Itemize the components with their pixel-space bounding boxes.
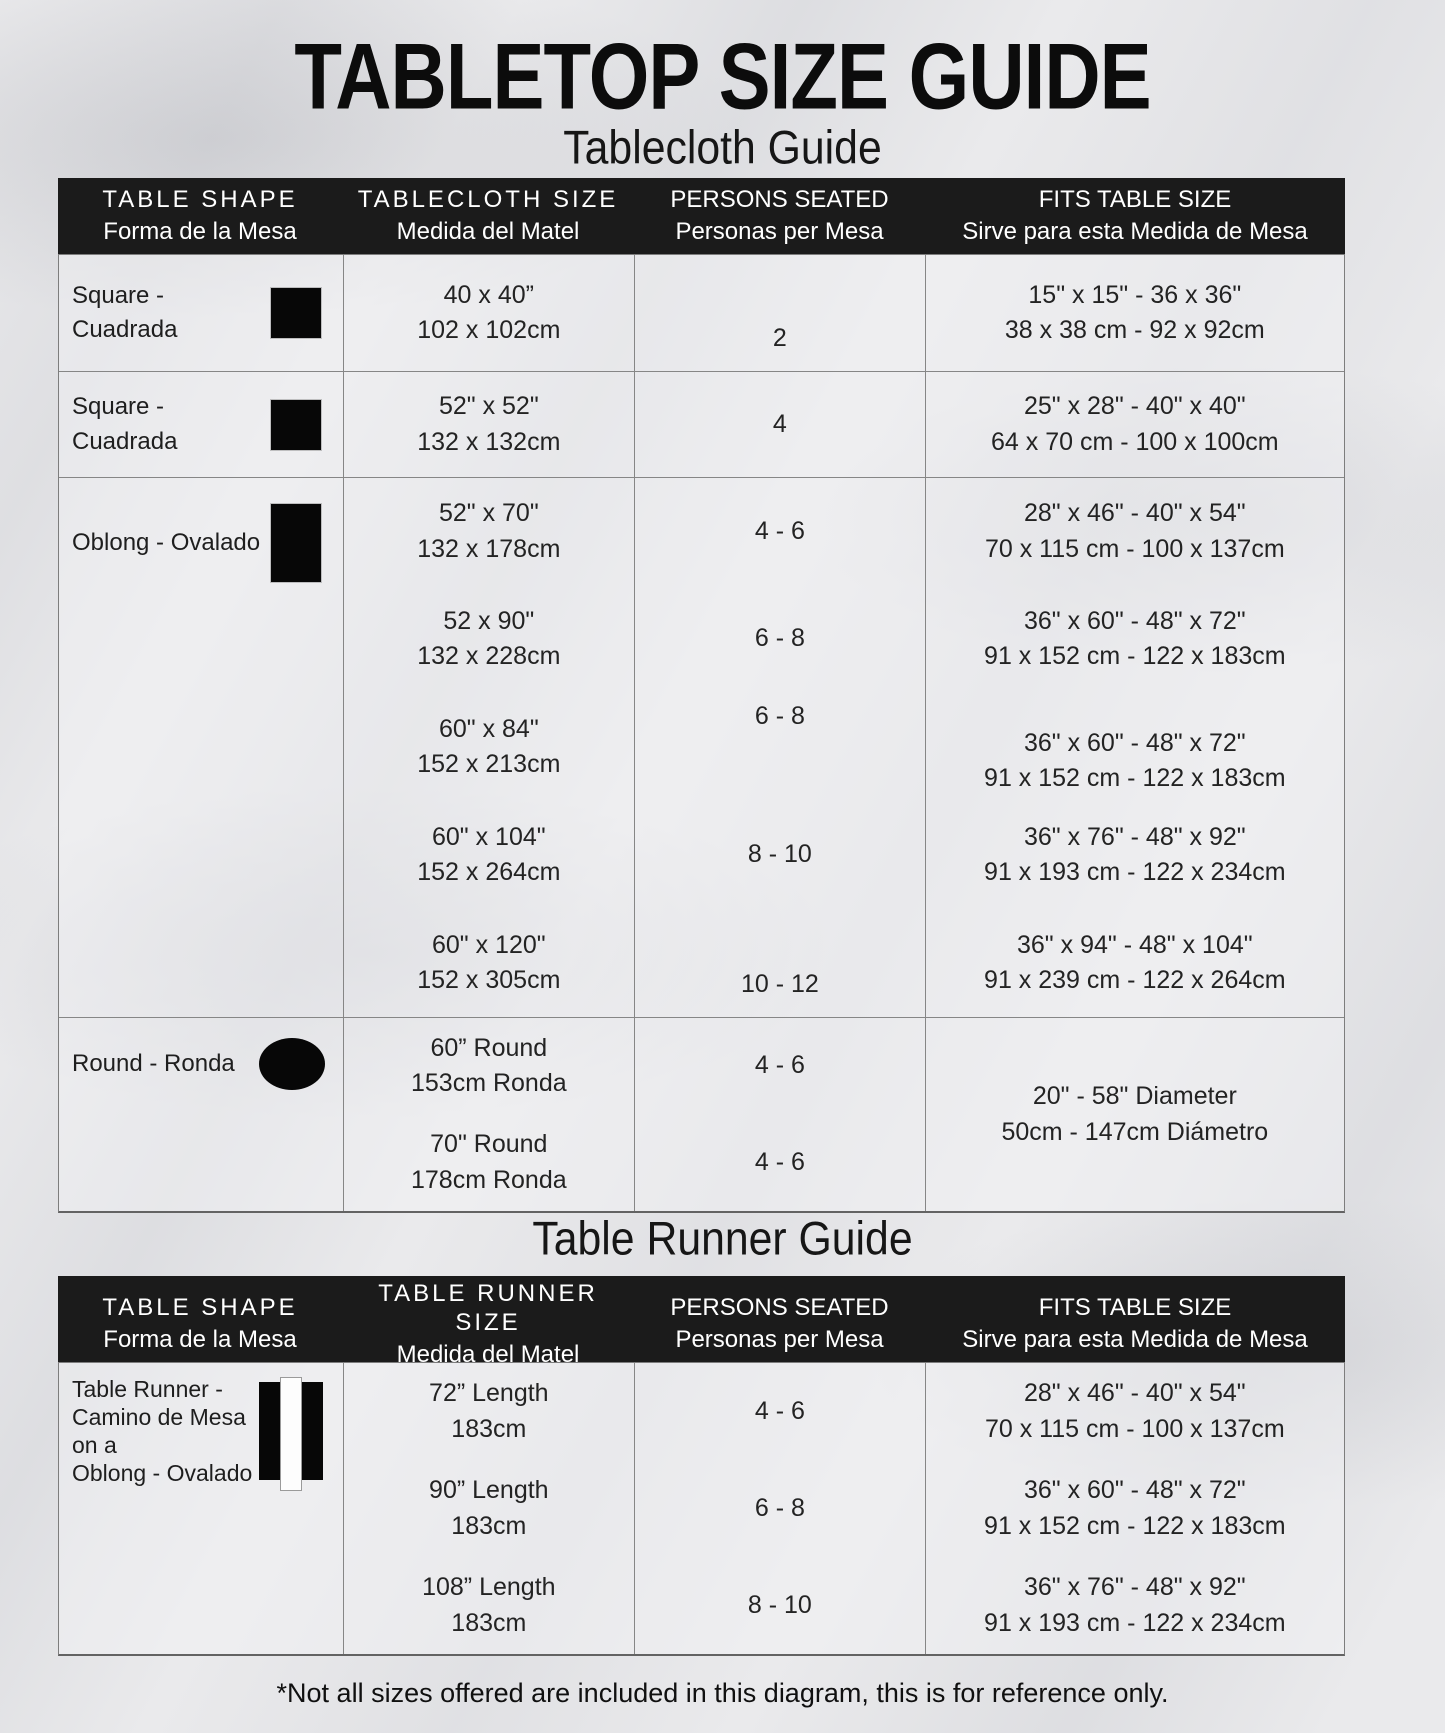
column-header-fits-table-size: FITS TABLE SIZE Sirve para esta Medida de Mesa [962,1294,1308,1354]
fits-cell: 28" x 46" - 40" x 54" 70 x 115 cm - 100 x 137cm [925,477,1344,585]
persons-cell: 4 [634,371,925,477]
column-header-tablecloth-size: TABLECLOTH SIZE Medida del Matel [357,185,619,245]
tablecloth-guide-table [58,178,1345,1213]
shape-cell-table-runner: Table Runner - Camino de Mesa on a Oblong - Ovalado [59,1363,343,1654]
persons-cell: 4 - 6 [634,1363,925,1460]
fits-cell: 25" x 28" - 40" x 40" 64 x 70 cm - 100 x 100cm [925,371,1344,477]
size-cell: 108” Length 183cm [343,1557,635,1654]
size-cell: 60" x 84" 152 x 213cm [343,693,635,801]
persons-cell: 6 - 8 [634,585,925,693]
oblong-icon [271,504,321,582]
column-header-fits-table-size: FITS TABLE SIZE Sirve para esta Medida de Mesa [962,185,1308,245]
column-header-table-shape: TABLE SHAPE Forma de la Mesa [102,1294,298,1354]
square-icon [271,400,321,450]
shape-cell-round: Round - Ronda [59,1017,343,1211]
runner-table-body [58,1362,1345,1656]
persons-cell: 6 - 8 [634,693,925,801]
persons-cell: 4 - 6 [634,1017,925,1114]
tablecloth-table-header [58,178,1345,254]
size-cell: 70" Round 178cm Ronda [343,1114,635,1211]
persons-cell: 4 - 6 [634,477,925,585]
persons-cell: 8 - 10 [634,801,925,909]
size-cell: 72” Length 183cm [343,1363,635,1460]
table-runner-icon [259,1377,325,1493]
size-cell: 52" x 52" 132 x 132cm [343,371,635,477]
size-cell: 90” Length 183cm [343,1460,635,1557]
tablecloth-guide-title: Tablecloth Guide [563,120,882,175]
persons-cell: 4 - 6 [634,1114,925,1211]
table-runner-guide-title: Table Runner Guide [532,1211,913,1266]
size-cell: 52 x 90" 132 x 228cm [343,585,635,693]
page-title: TABLETOP SIZE GUIDE [294,25,1151,129]
size-cell: 60" x 120" 152 x 305cm [343,909,635,1017]
fits-cell: 36" x 60" - 48" x 72" 91 x 152 cm - 122 x 183cm [925,585,1344,693]
shape-cell-oblong: Oblong - Ovalado [59,477,343,1017]
fits-cell-round-span: 20" - 58" Diameter 50cm - 147cm Diámetro [925,1017,1344,1211]
shape-cell-square-1: Square - Cuadrada [59,255,343,371]
round-icon [259,1038,325,1090]
fits-cell: 36" x 76" - 48" x 92" 91 x 193 cm - 122 x 234cm [925,801,1344,909]
fits-cell: 28" x 46" - 40" x 54" 70 x 115 cm - 100 x 137cm [925,1363,1344,1460]
fits-cell: 36" x 94" - 48" x 104" 91 x 239 cm - 122 x 264cm [925,909,1344,1017]
size-cell: 40 x 40” 102 x 102cm [343,255,635,371]
size-cell: 60” Round 153cm Ronda [343,1017,635,1114]
column-header-persons-seated: PERSONS SEATED Personas per Mesa [670,1294,889,1354]
table-runner-guide-table [58,1276,1345,1656]
column-header-table-runner-size: TABLE RUNNER SIZE Medida del Matel [378,1280,598,1368]
column-header-persons-seated: PERSONS SEATED Personas per Mesa [670,185,889,245]
runner-table-header [58,1276,1345,1368]
column-header-table-shape: TABLE SHAPE Forma de la Mesa [102,185,298,245]
tablecloth-table-body [58,254,1345,1213]
persons-cell: 6 - 8 [634,1460,925,1557]
fits-cell: 36" x 60" - 48" x 72" 91 x 152 cm - 122 x 183cm [925,693,1344,801]
shape-cell-square-2: Square - Cuadrada [59,371,343,477]
persons-cell: 8 - 10 [634,1557,925,1654]
persons-cell: 2 [634,255,925,371]
square-icon [271,288,321,338]
size-cell: 60" x 104" 152 x 264cm [343,801,635,909]
fits-cell: 15" x 15" - 36 x 36" 38 x 38 cm - 92 x 92cm [925,255,1344,371]
size-cell: 52" x 70" 132 x 178cm [343,477,635,585]
footnote: *Not all sizes offered are included in this diagram, this is for reference only. [276,1678,1169,1708]
persons-cell: 10 - 12 [634,909,925,1017]
fits-cell: 36" x 76" - 48" x 92" 91 x 193 cm - 122 x 234cm [925,1557,1344,1654]
fits-cell: 36" x 60" - 48" x 72" 91 x 152 cm - 122 x 183cm [925,1460,1344,1557]
